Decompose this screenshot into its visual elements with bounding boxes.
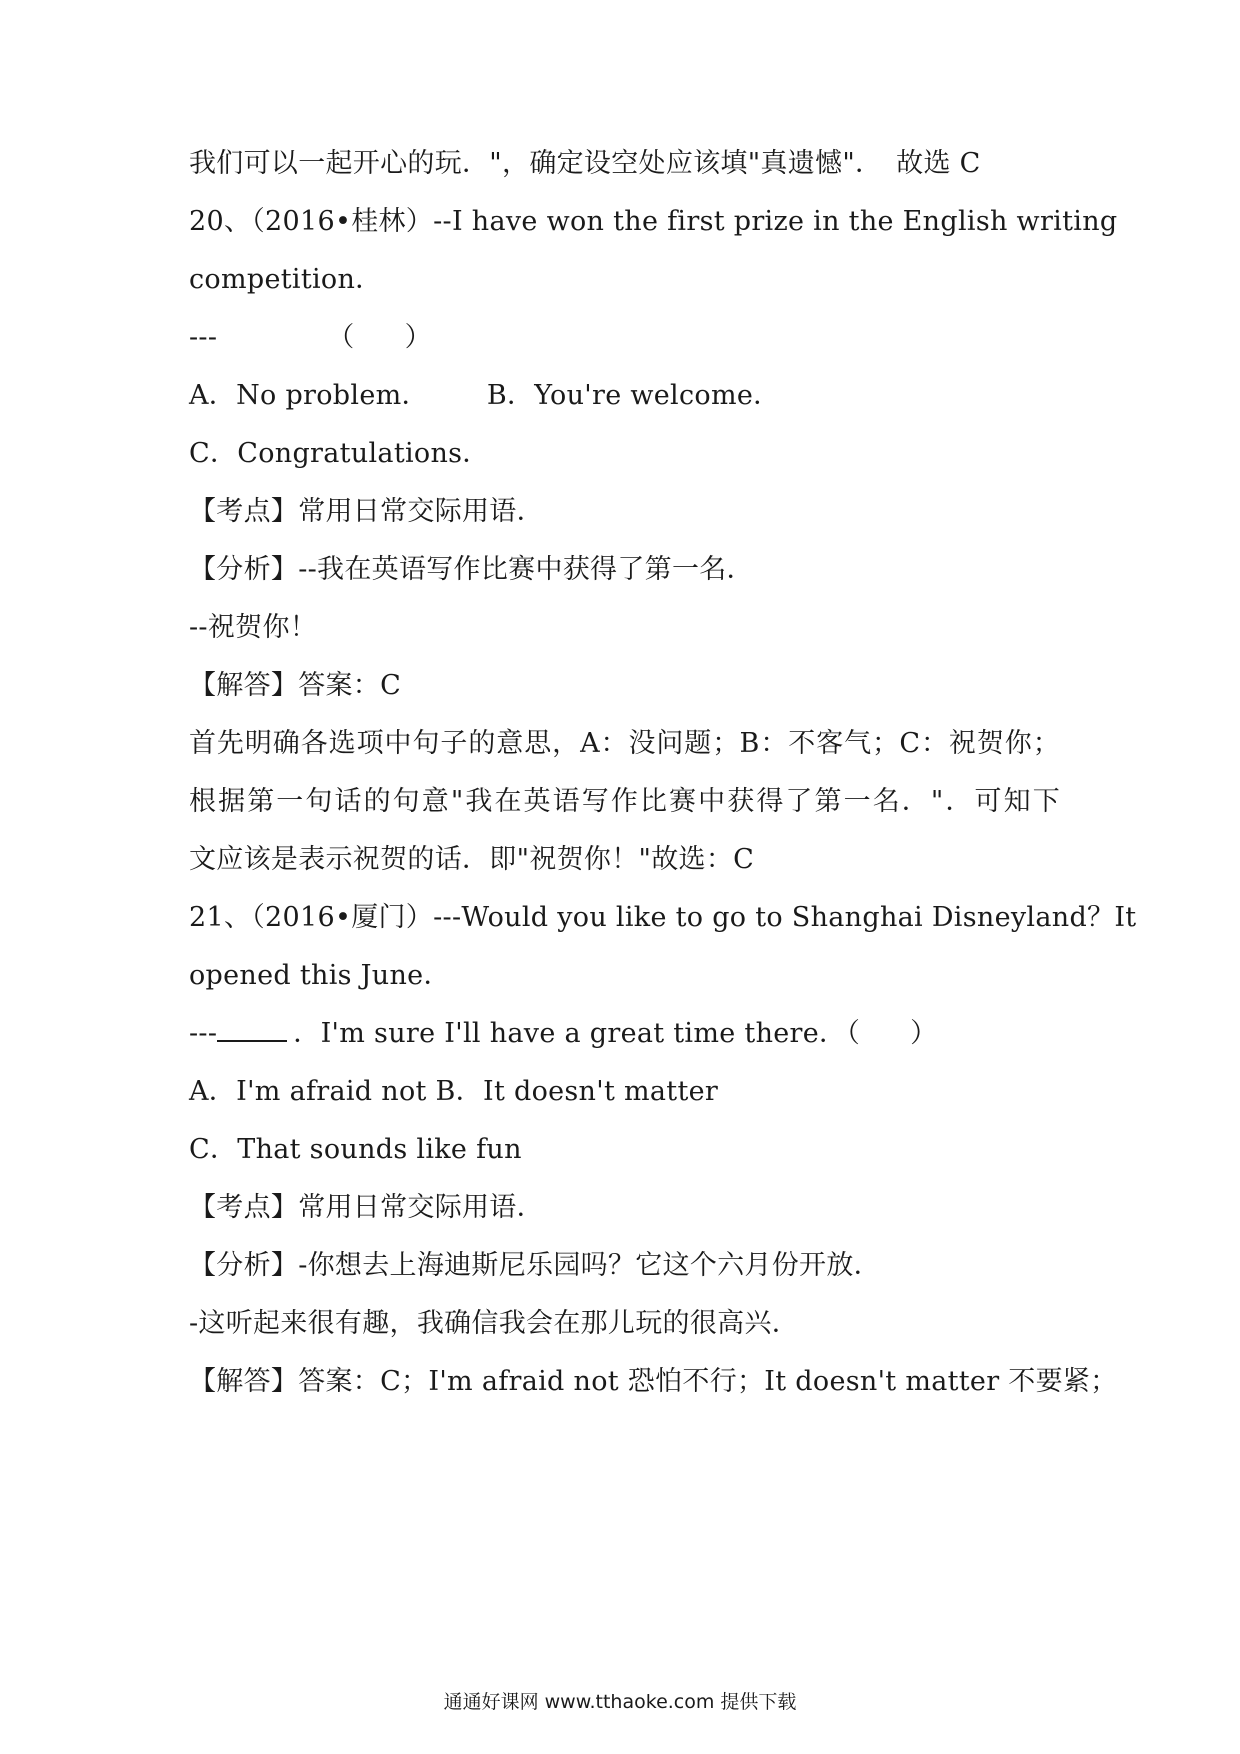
question-20-explanation-2: 根据第一句话的句意"我在英语写作比赛中获得了第一名．"．可知下 [189, 786, 1060, 817]
page-footer: 通通好课网 www.tthaoke.com 提供下载 [443, 1691, 797, 1713]
question-21-stem-continued: opened this June． [189, 960, 451, 991]
question-20-answer-blank [189, 320, 432, 356]
question-21-stem: 21、（2016•厦门）---Would you like to go to Shanghai Disneyland？It [189, 902, 1137, 933]
question-20-stem: 20、（2016•桂林）--I have won the first prize in the English writing [189, 206, 1118, 237]
question-21-answer-blank [189, 1016, 937, 1052]
dash-prefix: --- [189, 1018, 218, 1049]
question-20-explanation-3: 文应该是表示祝贺的话．即"祝贺你！"故选：C [189, 844, 755, 875]
question-20-analysis-reply: --祝贺你！ [189, 612, 318, 643]
reply-text: ．I'm sure I'll have a great time there．（ [293, 1018, 861, 1049]
question-20-explanation-1: 首先明确各选项中句子的意思，A：没问题；B：不客气；C：祝贺你； [189, 728, 1060, 759]
question-20-analysis: 【分析】--我在英语写作比赛中获得了第一名． [189, 554, 754, 585]
question-20-option-c: C．Congratulations． [189, 438, 490, 469]
paren-close: ） [404, 322, 432, 353]
paren-open: （ [327, 322, 355, 353]
option-a: A．No problem． [189, 380, 429, 411]
question-21-answer: 【解答】答案：C；I'm afraid not 恐怕不行；It doesn't matter 不要紧； [189, 1366, 1118, 1397]
text-line-1: 我们可以一起开心的玩．"，确定设空处应该填"真遗憾"． 故选 C [189, 148, 981, 179]
question-21-analysis: 【分析】-你想去上海迪斯尼乐园吗？它这个六月份开放． [189, 1250, 881, 1281]
question-20-options-ab [189, 378, 780, 414]
question-21-options-ab: A．I'm afraid not B．It doesn't matter [189, 1076, 719, 1107]
dash-prefix: --- [189, 322, 218, 353]
question-20-answer: 【解答】答案：C [189, 670, 402, 701]
question-20-topic: 【考点】常用日常交际用语． [189, 496, 544, 527]
question-21-option-c: C．That sounds like fun [189, 1134, 522, 1165]
option-b: B．You're welcome． [486, 380, 781, 411]
question-20-stem-continued: competition． [189, 264, 383, 295]
question-21-analysis-reply: -这听起来很有趣，我确信我会在那儿玩的很高兴． [189, 1308, 800, 1339]
fill-in-blank [217, 1016, 287, 1042]
question-21-topic: 【考点】常用日常交际用语． [189, 1192, 544, 1223]
paren-close: ） [910, 1018, 938, 1049]
